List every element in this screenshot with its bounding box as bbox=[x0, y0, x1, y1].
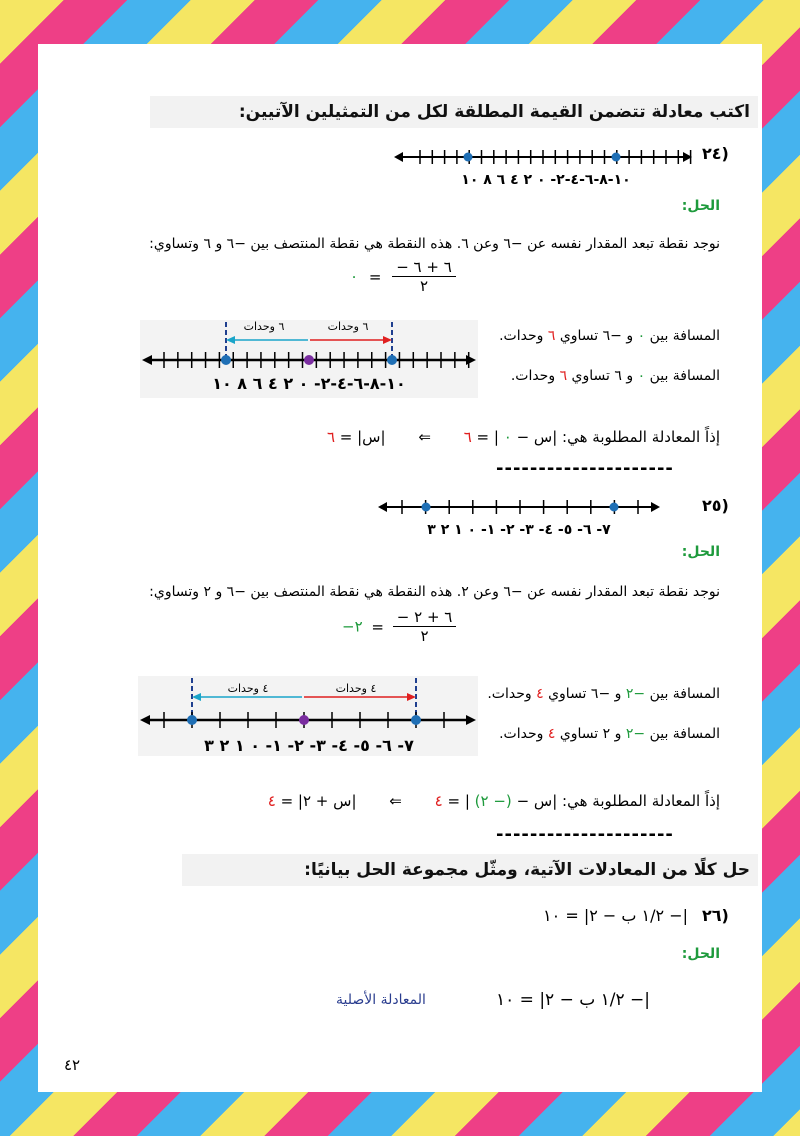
midpoint-fraction-25: −٢ = $\frac{- ٦ + ٢}{٢}$ bbox=[342, 608, 456, 645]
problem-26-equation: |− ١/٢ ب − ٢| = ١٠ bbox=[543, 906, 688, 925]
solution-text-25: نوجد نقطة تبعد المقدار نفسه عن −٦ وعن ٢. هذه النقطة هي نقطة المنتصف بين −٦ و ٢ وتساوي: bbox=[149, 584, 720, 600]
solution-text-24: نوجد نقطة تبعد المقدار نفسه عن −٦ وعن ٦. هذه النقطة هي نقطة المنتصف بين −٦ و ٦ وتساوي: bbox=[149, 236, 720, 252]
distance-line-1-24: المسافة بين ٠ و −٦ تساوي ٦ وحدات. bbox=[499, 328, 720, 344]
fraction-denominator-24: ٢ bbox=[419, 277, 429, 295]
page-number: ٤٢ bbox=[64, 1056, 81, 1074]
point-midpoint bbox=[299, 715, 309, 725]
point-neg6 bbox=[464, 153, 473, 162]
problem-25-number: ٢٥) bbox=[702, 496, 729, 515]
equation-note-26: المعادلة الأصلية bbox=[336, 992, 426, 1008]
point-2 bbox=[411, 715, 421, 725]
arrow-label-right-24: ٦ وحدات bbox=[327, 320, 369, 333]
solution-label-26: الحل: bbox=[681, 946, 720, 962]
equation-line-25: إذاً المعادلة المطلوبة هي: |س − (− ٢) | = ٤ ⇐ |س + ٢| = ٤ bbox=[267, 792, 720, 810]
fraction-result-25: −٢ bbox=[342, 617, 363, 636]
point-6 bbox=[387, 355, 397, 365]
arrow-label-left-24: ٦ وحدات bbox=[243, 320, 285, 333]
equation-line-24: إذاً المعادلة المطلوبة هي: |س − ٠ | = ٦ ⇐ |س| = ٦ bbox=[326, 428, 720, 446]
point-neg6 bbox=[422, 503, 431, 512]
problem-26-number: ٢٦) bbox=[702, 906, 729, 925]
diagram-25-labels: ٧- ٦- ٥- ٤- ٣- ٢- ١- ٠ ١ ٢ ٣ bbox=[204, 736, 414, 755]
arrow-label-right-25: ٤ وحدات bbox=[335, 682, 377, 695]
solution-label-24: الحل: bbox=[681, 198, 720, 214]
midpoint-fraction-24: ٠ = $\frac{- ٦ + ٦}{٢}$ bbox=[350, 258, 456, 295]
fraction-numerator-25: − ٦ + ٢ bbox=[393, 608, 457, 627]
diagram-24-labels: ١٠-٨-٦-٤-٢- ٠ ٢ ٤ ٦ ٨ ١٠ bbox=[212, 374, 406, 393]
distance-line-2-24: المسافة بين ٠ و ٦ تساوي ٦ وحدات. bbox=[510, 368, 720, 384]
point-neg6 bbox=[187, 715, 197, 725]
number-line-25 bbox=[374, 494, 664, 524]
number-line-25-labels: ٧- ٦- ٥- ٤- ٣- ٢- ١- ٠ ١ ٢ ٣ bbox=[427, 522, 611, 538]
point-6 bbox=[612, 153, 621, 162]
solution-label-25: الحل: bbox=[681, 544, 720, 560]
page bbox=[38, 44, 762, 1092]
arrow-label-left-25: ٤ وحدات bbox=[227, 682, 269, 695]
separator-24: --------------------- bbox=[496, 458, 674, 479]
equation-26: |− ١/٢ ب − ٢| = ١٠ bbox=[496, 990, 651, 1010]
fraction-denominator-25: ٢ bbox=[420, 627, 429, 645]
number-line-24-labels: ١٠-٨-٦-٤-٢- ٠ ٢ ٤ ٦ ٨ ١٠ bbox=[461, 172, 631, 188]
point-midpoint bbox=[304, 355, 314, 365]
heading-instructions: اكتب معادلة تتضمن القيمة المطلقة لكل من التمثيلين الآتيين: bbox=[150, 96, 758, 128]
distance-line-2-25: المسافة بين −٢ و ٢ تساوي ٤ وحدات. bbox=[499, 726, 720, 742]
separator-25: --------------------- bbox=[496, 824, 674, 845]
point-2 bbox=[610, 503, 619, 512]
distance-line-1-25: المسافة بين −٢ و −٦ تساوي ٤ وحدات. bbox=[487, 686, 720, 702]
fraction-result-24: ٠ bbox=[350, 267, 359, 286]
fraction-numerator-24: − ٦ + ٦ bbox=[392, 258, 456, 277]
point-neg6 bbox=[221, 355, 231, 365]
heading-solve: حل كلًا من المعادلات الآتية، ومثّل مجموعة الحل بيانيًا: bbox=[182, 854, 758, 886]
problem-24-number: ٢٤) bbox=[702, 144, 729, 163]
